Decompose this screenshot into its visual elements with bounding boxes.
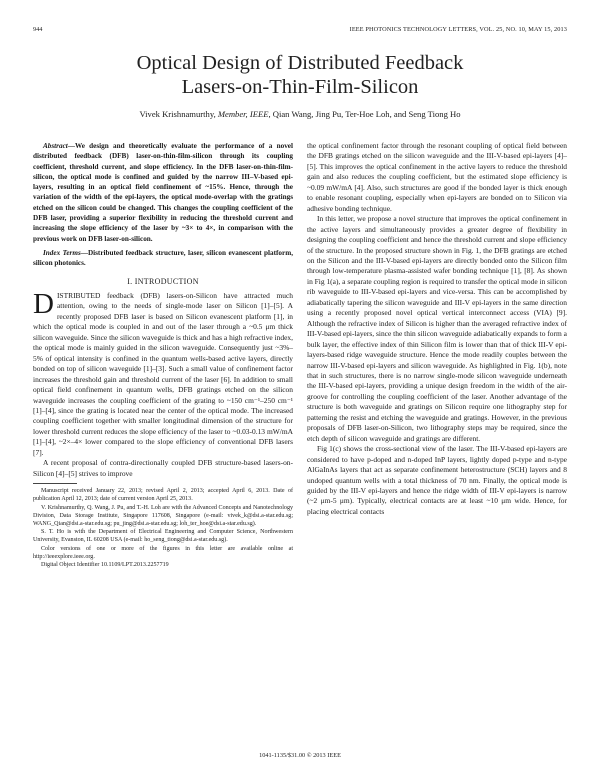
index-terms-text: —Distributed feedback structure, laser, silicon evanescent platform, silicon photonics. bbox=[33, 248, 293, 268]
footnotes bbox=[33, 487, 293, 569]
authors-part-1: Vivek Krishnamurthy, bbox=[139, 109, 218, 119]
author-list bbox=[40, 109, 560, 119]
left-column bbox=[33, 141, 293, 569]
abstract bbox=[33, 141, 293, 244]
footnote-affiliation-2: S. T. Ho is with the Department of Electrical Engineering and Computer Science, Northwestern University, Evanston, IL 60208 USA (e-mail: ho_seng_tiong@dsi.a-star.edu.sg). bbox=[33, 529, 293, 544]
intro-paragraph-2: A recent proposal of contra-directionally coupled DFB structure-based lasers-on-Silicon [4]–[5] strives to improve bbox=[33, 458, 293, 478]
intro-paragraph-1 bbox=[33, 288, 293, 458]
page-number: 944 bbox=[33, 26, 43, 33]
abstract-label: Abstract bbox=[43, 142, 68, 150]
footnote-divider bbox=[33, 483, 77, 484]
intro-paragraph-1-text: ISTRIBUTED feedback (DFB) lasers-on-Silicon have attracted much attention, owing to the needs of single-mode laser on Silicon [1]–[5]. A recently proposed DFB laser is based on Silicon evanescent platform [1], in which the optical mode is coupled in and out of the laser through a ~0.5 μm thick silicon waveguide. Since the silicon waveguide is thick and has a high refractive index, the optical mode is mainly guided in the silicon waveguide. Consequently just ~3%–5% of optical intensity is confined in the quantum wells-based active layers, directly bonded on top of silicon waveguide [1]–[3]. Such a small value of confinement factor increases the threshold gain and threshold current of the laser [6]. In addition to small optical field confinement in quantum wells, DFB gratings etched on the silicon waveguide increases the coupling coefficient of the grating to ~150 cm⁻¹–250 cm⁻¹ [1]–[4], since the grating is located near the center of the optical mode. The increased coupling coefficient together with smaller longitudinal dimension of the structure for lower threshold current reduces the slope efficiency of the laser to ~0.03-0.13 mW/mA [1]–[4], ~2×–4× lower compared to the slope efficiency of conventional DFB lasers [7]. bbox=[33, 291, 293, 457]
copyright-footer: 1041-1135/$31.00 © 2013 IEEE bbox=[259, 752, 341, 759]
right-paragraph-1: the optical confinement factor through the resonant coupling of optical field between the DFB gratings etched on the silicon waveguide and the III-V-based epi-layers [4]–[5]. This improves the optical confinement in the active layers to reduce the threshold gain and also reduces the coupling coefficient, but the estimated slope efficiency is ~0.09 mW/mA [4]. Also, such structures are good if the bonded layer is thick enough to enable resonant coupling, especially when epi-layers are bonded on to Silicon via adhesive bonding technique. bbox=[307, 141, 567, 213]
right-paragraph-3: Fig 1(c) shows the cross-sectional view of the laser. The III-V-based epi-layers are considered to have p-doped and n-doped InP layers, lightly doped p-type and n-type AlGaInAs layers that act as separate confinement heterostructure (SCH) layers and 8 undoped quantum wells with a total thickness of 70 nm. Finally, the optical mode is guided by the III-V epi-layers and hence the ridge width of III-V epi-layers is narrow (~2 μm-5 μm). Typically, electrical contacts are at least ~10 μm wide. Hence, for placing electrical contacts bbox=[307, 444, 567, 516]
paper-title bbox=[40, 52, 560, 99]
footnote-doi: Digital Object Identifier 10.1109/LPT.2013.2257719 bbox=[41, 562, 169, 568]
index-terms bbox=[33, 248, 293, 269]
drop-cap: D bbox=[33, 288, 54, 321]
running-header bbox=[33, 26, 567, 36]
right-column bbox=[307, 141, 567, 517]
footnote-color-versions: Color versions of one or more of the figures in this letter are available online at http://ieeexplore.ieee.org. bbox=[33, 545, 293, 560]
title-line-1: Optical Design of Distributed Feedback bbox=[136, 52, 464, 74]
authors-membership: Member, IEEE bbox=[217, 109, 269, 119]
abstract-text: —We design and theoretically evaluate the performance of a novel distributed feedback (DFB) laser-on-thin-film-silicon through its coupling coefficient, threshold current, and slope efficiency. In the DFB laser-on-thin-film-silicon, the optical mode is confined and guided by the narrow III–V-based epi-layers, resulting in an optical field confinement of ~15%. Hence, through the variation of the width of the epi-layers, the optical mode-overlap with the gratings etched on the silicon could be changed. This changes the coupling coefficient of the DFB laser, providing a superior flexibility in reducing the threshold current and increasing the slope efficiency of the laser by ~3× to 4×, in comparison with the previous work on DFB laser-on-silicon. bbox=[33, 142, 293, 243]
authors-part-3: , Qian Wang, Jing Pu, Ter-Hoe Loh, and Seng Tiong Ho bbox=[268, 109, 461, 119]
footnote-manuscript: Manuscript received January 22, 2013; revised April 2, 2013; accepted April 6, 2013. Date of publication April 12, 2013; date of current version April 25, 2013. bbox=[33, 488, 293, 503]
footnote-affiliation-1: V. Krishnamurthy, Q. Wang, J. Pu, and T.-H. Loh are with the Advanced Concepts and Nanotechnology Division, Data Storage Institute, Singapore 117608, Singapore (e-mail: vivek_k@dsi.a-star.edu.sg; WANG_Qian@dsi.a-star.edu.sg; pu_jing@dsi.a-star.edu.sg; loh_ter_hoe@dsi.a-star.edu.sg). bbox=[33, 504, 293, 527]
section-heading-introduction: I. INTRODUCTION bbox=[127, 276, 199, 286]
journal-header: IEEE PHOTONICS TECHNOLOGY LETTERS, VOL. 25, NO. 10, MAY 15, 2013 bbox=[349, 26, 567, 33]
index-terms-label: Index Terms bbox=[43, 248, 81, 257]
right-paragraph-2: In this letter, we propose a novel structure that improves the optical confinement in the active layers and simultaneously provides a greater degree of flexibility in designing the coupling coefficient and hence the threshold current and slope efficiency of the structure. In the proposed structure shown in Fig. 1, the DFB gratings are etched on the Silicon and the III-V-based epi-layers are directly bonded onto the Silicon film through low-temperature plasma-assisted wafer bonding technique [1], [8]. As shown in Fig 1(a), a separate coupling region is required to transfer the optical mode in silicon rib waveguide to III-V-based epi-layers and vice-versa. This can be accomplished by adiabatically tapering the silicon waveguide and III-V epi-layers in the same direction using a recently proposed novel optical vertical interconnect access (VIA) [9]. Although the refractive index of Silicon is higher than the averaged refractive index of III-V-based epi-layers, since the thin silicon waveguide adiabatically expands to form a bulk layer, the effective index of thin Silicon film is lower than that of thick III-V epi-layers-based ridge waveguide structure. Hence the mode readily couples between the narrow III-V-based epi-layers and silicon waveguide. As highlighted in Fig. 1(b), note that in such structures, there is no narrow single-mode silicon waveguide underneath the III-V-based epi-layers, providing a unique design freedom in the width of the air-groove for controlling the coupling coefficient of the laser. Another advantage of the structure is both waveguide and gratings on Silicon require one lithography step for patterning the resist and etching the waveguide and gratings. However, in the previous proposals of DFB laser-on-Silicon, two lithography steps may be required, since the etch depth of silicon waveguide and gratings are different. bbox=[307, 214, 567, 443]
title-line-2: Lasers-on-Thin-Film-Silicon bbox=[181, 75, 419, 98]
